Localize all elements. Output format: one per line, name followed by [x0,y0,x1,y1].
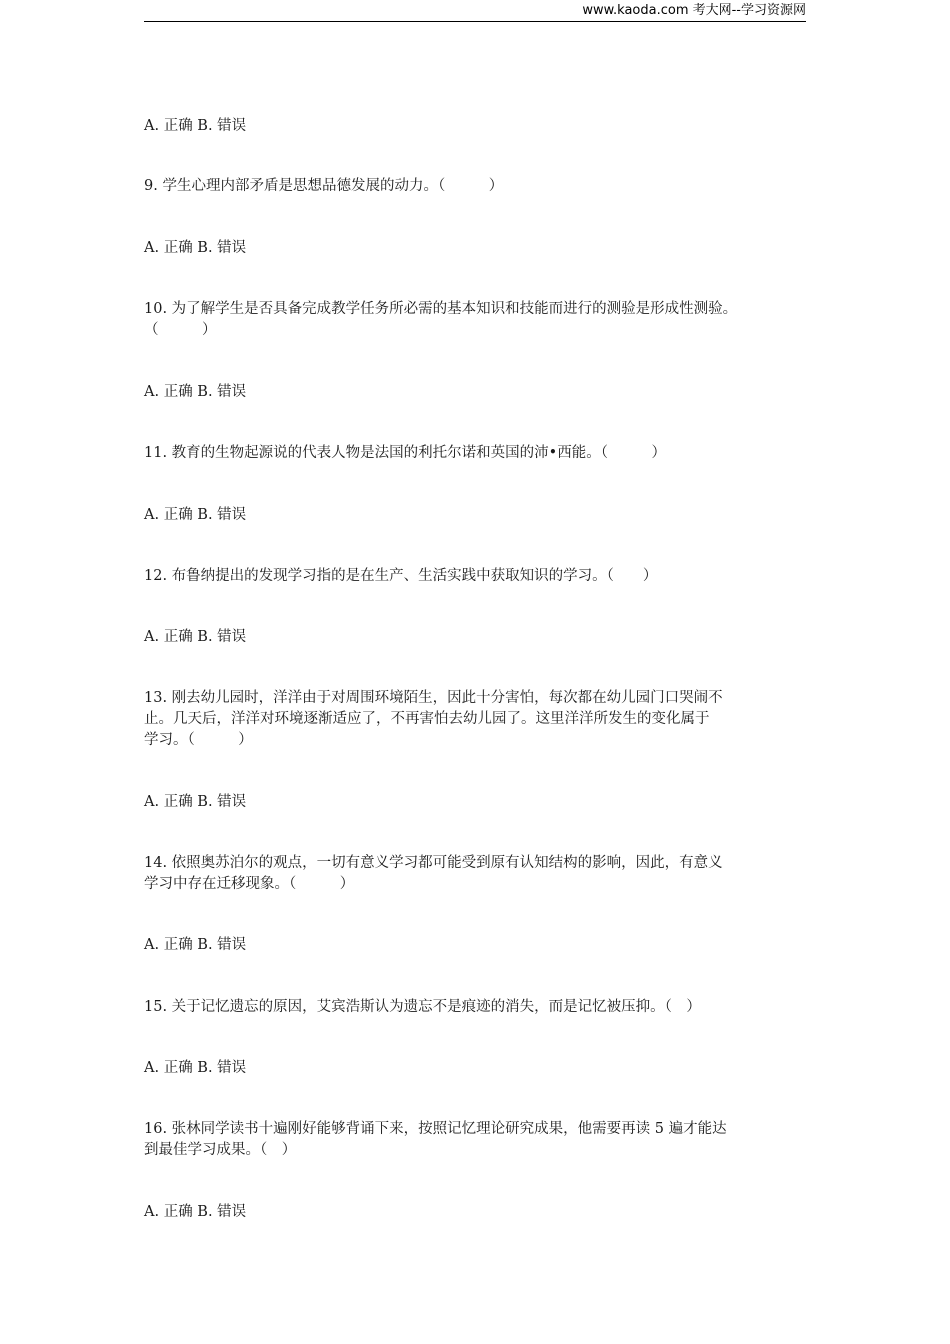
answer-options-15: A. 正确 B. 错误 [144,1060,247,1076]
answer-options-14: A. 正确 B. 错误 [144,937,247,953]
answer-options-9: A. 正确 B. 错误 [144,240,247,256]
question-14: 14. 依照奥苏泊尔的观点，一切有意义学习都可能受到原有认知结构的影响，因此，有意义 学习中存在迁移现象。（ ） [144,855,723,892]
answer-options-11: A. 正确 B. 错误 [144,507,247,523]
question-11: 11. 教育的生物起源说的代表人物是法国的利托尔诺和英国的沛•西能。（ ） [144,445,666,461]
answer-options-13: A. 正确 B. 错误 [144,794,247,810]
answer-options-12: A. 正确 B. 错误 [144,629,247,645]
question-15: 15. 关于记忆遗忘的原因，艾宾浩斯认为遗忘不是痕迹的消失，而是记忆被压抑。（ ） [144,999,701,1015]
answer-options-8: A. 正确 B. 错误 [144,118,247,134]
page-header [144,0,806,22]
question-16: 16. 张林同学读书十遍刚好能够背诵下来，按照记忆理论研究成果，他需要再读 5 遍才能达 到最佳学习成果。（ ） [144,1121,727,1158]
question-13: 13. 刚去幼儿园时，洋洋由于对周围环境陌生，因此十分害怕，每次都在幼儿园门口哭闹不 止。几天后，洋洋对环境逐渐适应了，不再害怕去幼儿园了。这里洋洋所发生的变化属于 学习。（ ） [144,690,723,748]
question-12: 12. 布鲁纳提出的发现学习指的是在生产、生活实践中获取知识的学习。（ ） [144,568,658,584]
answer-options-10: A. 正确 B. 错误 [144,384,247,400]
question-9: 9. 学生心理内部矛盾是思想品德发展的动力。（ ） [144,178,504,194]
header-site-text: www.kaoda.com 考大网--学习资源网 [582,3,806,18]
answer-options-16: A. 正确 B. 错误 [144,1204,247,1220]
question-10: 10. 为了解学生是否具备完成教学任务所必需的基本知识和技能而进行的测验是形成性测验。 （ ） [144,301,738,338]
